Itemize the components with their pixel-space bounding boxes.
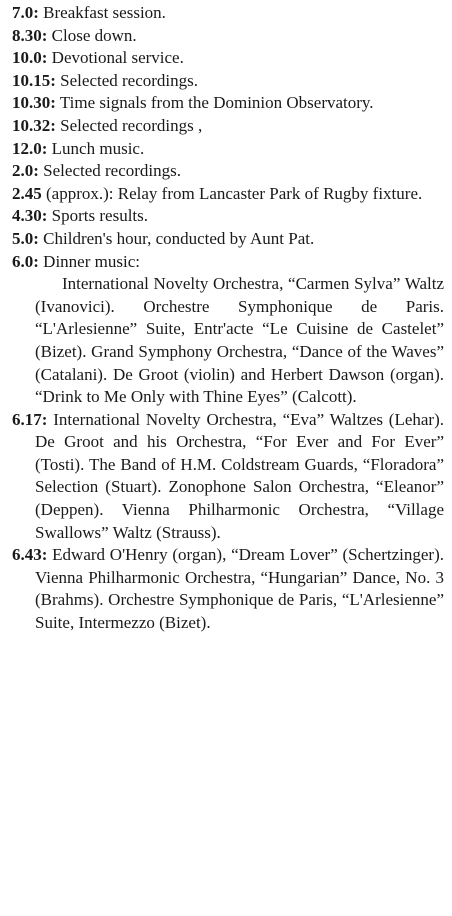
entry-time: 6.0:: [12, 251, 39, 271]
schedule-entry: [12, 47, 444, 70]
entry-time: 10.32:: [12, 115, 56, 135]
entry-text: Breakfast session.: [43, 3, 166, 22]
entry-text: Lunch music.: [51, 138, 145, 158]
schedule-entry: [12, 183, 444, 206]
entry-time: 8.30:: [12, 25, 48, 45]
entry-text: Dinner music:: [43, 251, 140, 271]
schedule-entry: [12, 251, 444, 274]
schedule-entry: [12, 25, 444, 48]
entry-text: Edward O'Henry (organ), “Dream Lover” (Schertzinger). Vienna Philharmonic Orchestra, “Hungarian” Dance, No. 3 (Brahms). Orchestre Symphonique de Paris, “L'Arlesienne” Suite, Intermezzo (Bizet).: [35, 545, 444, 633]
schedule-entry: [12, 2, 444, 25]
entry-text: Selected recordings ,: [60, 115, 203, 135]
entry-text: Sports results.: [51, 206, 149, 226]
entry-text: International Novelty Orchestra, “Eva” Waltzes (Lehar). De Groot and his Orchestra, “For Ever and For Ever” (Tosti). The Band of H.M. Coldstream Guards, “Floradora” Selection (Stuart). Zonophone Salon Orchestra, “Eleanor” (Deppen). Vienna Philharmonic Orchestra, “Village Swallows” Waltz (Strauss).: [35, 409, 445, 542]
entry-text: Selected recordings.: [60, 70, 199, 90]
entry-time: 10.30:: [12, 93, 56, 113]
schedule-entry: [12, 160, 444, 183]
entry-text: Children's hour, conducted by Aunt Pat.: [43, 228, 315, 248]
schedule-entry: [12, 115, 444, 138]
entry-time: 10.0:: [12, 48, 48, 68]
entry-time: 12.0:: [12, 138, 48, 158]
schedule-entry: [12, 409, 444, 545]
entry-time: 4.30:: [12, 206, 48, 226]
entry-text: Close down.: [51, 25, 137, 45]
entry-time: 5.0:: [12, 228, 39, 248]
entry-text: Time signals from the Dominion Observatory.: [59, 93, 374, 113]
schedule-entry: [12, 138, 444, 161]
schedule-entry: [12, 70, 444, 93]
entry-text: (approx.): Relay from Lancaster Park of Rugby fixture.: [46, 183, 423, 203]
schedule-entry: [12, 205, 444, 228]
entry-time: 6.17:: [12, 409, 48, 429]
dinner-music-details: International Novelty Orchestra, “Carmen Sylva” Waltz (Ivanovici). Orchestre Symphonique de Paris. “L'Arlesienne” Suite, Entr'acte “Le Cuisine de Castelet” (Bizet). Grand Symphony Orchestra, “Dance of the Waves” (Catalani). De Groot (violin) and Herbert Dawson (organ). “Drink to Me Only with Thine Eyes” (Calcott).: [35, 274, 444, 407]
schedule-entry: [12, 92, 444, 115]
entry-time: 2.0:: [12, 161, 39, 181]
schedule-entry: [12, 544, 444, 634]
entry-time: 6.43:: [12, 545, 48, 565]
entry-time: 2.45: [12, 183, 42, 203]
entry-time: 7.0:: [12, 3, 39, 22]
entry-text: Devotional service.: [51, 48, 184, 68]
entry-time: 10.15:: [12, 70, 56, 90]
schedule-entry: [12, 228, 444, 251]
entry-text: Selected recordings.: [43, 161, 182, 181]
